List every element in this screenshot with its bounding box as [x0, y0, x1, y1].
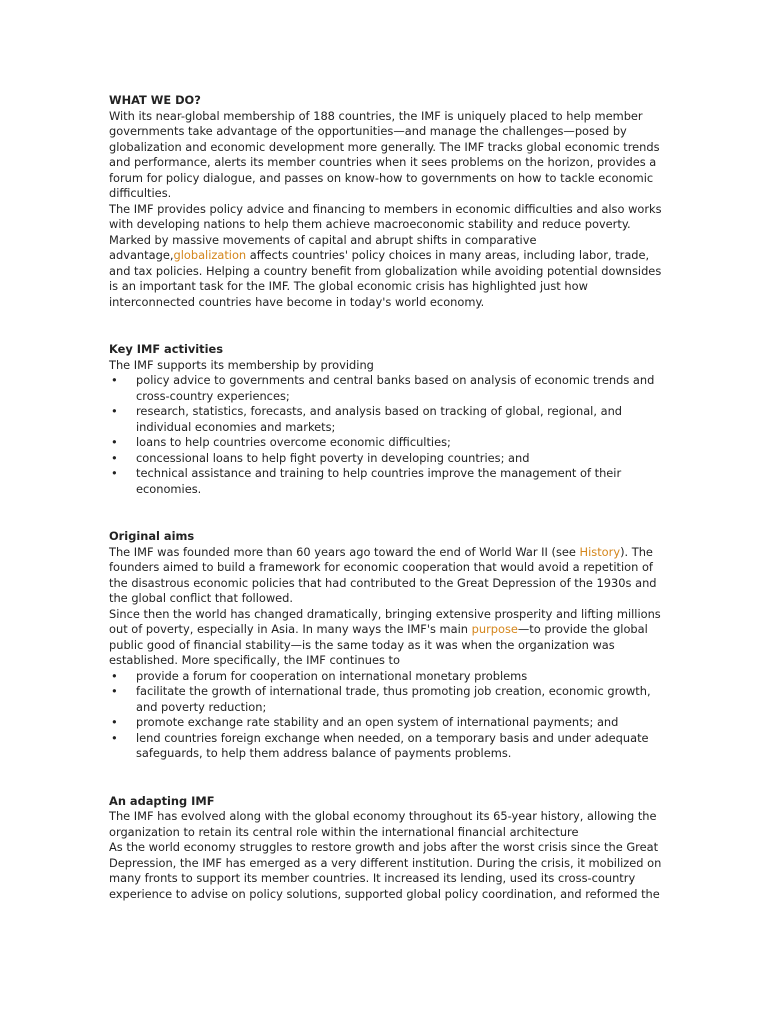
section-original-aims: [109, 529, 665, 762]
list-item: [109, 435, 665, 451]
list-item: [109, 451, 665, 467]
section-what-we-do: [109, 93, 665, 310]
paragraph: As the world economy struggles to restore growth and jobs after the worst crisis since the Great Depression, the IMF has emerged as a very different institution. During the crisis, it mobilized on many fronts to support its member countries. It increased its lending, used its cross-country experience to advise on policy solutions, supported global policy coordination, and reformed the: [109, 840, 662, 901]
list-item-text: loans to help countries overcome economic difficulties;: [136, 435, 451, 449]
bullet: •: [111, 404, 118, 418]
text-run: —to provide the global public good of financial stability—is the same today as it was when the organization was established. More specifically, the IMF continues to: [109, 622, 648, 667]
text-run: affects countries' policy choices in many areas, including labor, trade, and tax policies. Helping a country benefit from globalization while avoiding potential downsides is an important task for the IMF. The global economic crisis has highlighted just how interconnected countries have become in today's world economy.: [109, 248, 662, 309]
text-run: The IMF provides policy advice and financing to members in economic difficulties and also works with developing nations to help them achieve macroeconomic stability and reduce poverty. Marked by massive movements of capital and abrupt shifts in comparative advantage,: [109, 201, 662, 262]
text-run: ). The founders aimed to build a framework for economic cooperation that would avoid a repetition of the disastrous economic policies that had contributed to the Great Depression of the 1930s and the global conflict that followed.: [109, 544, 657, 605]
list-item: [109, 715, 665, 731]
bullet: •: [111, 450, 118, 465]
list-item-text: concessional loans to help fight poverty in developing countries; and: [136, 450, 530, 465]
list-item: [109, 669, 665, 685]
aims-list: [109, 669, 665, 762]
bullet: •: [111, 466, 118, 480]
list-item-text: policy advice to governments and central banks based on analysis of economic trends and cross-country experiences;: [136, 373, 655, 403]
paragraph: [109, 202, 665, 311]
list-item-text: lend countries foreign exchange when needed, on a temporary basis and under adequate safeguards, to help them address balance of payments problems.: [136, 730, 649, 760]
paragraph: [109, 607, 665, 669]
document-page: [109, 93, 665, 934]
bullet: •: [111, 435, 118, 449]
list-item-text: provide a forum for cooperation on international monetary problems: [136, 668, 528, 683]
section-heading: Key IMF activities: [109, 342, 224, 356]
list-item-text: technical assistance and training to help countries improve the management of their economies.: [136, 466, 622, 496]
paragraph: The IMF supports its membership by providing: [109, 357, 374, 372]
section-key-activities: [109, 342, 665, 497]
list-item-text: promote exchange rate stability and an open system of international payments; and: [136, 715, 619, 729]
list-item-text: research, statistics, forecasts, and analysis based on tracking of global, regional, and individual economies and markets;: [136, 404, 623, 434]
paragraph: The IMF has evolved along with the global economy throughout its 65-year history, allowing the organization to retain its central role within the international financial architecture: [109, 809, 657, 839]
section-heading: WHAT WE DO?: [109, 93, 201, 107]
list-item: [109, 684, 665, 715]
section-adapting-imf: [109, 794, 665, 903]
text-run: The IMF was founded more than 60 years ago toward the end of World War II (see: [109, 544, 580, 559]
bullet: •: [111, 373, 118, 387]
purpose-link[interactable]: purpose: [471, 622, 518, 636]
text-run: Since then the world has changed dramatically, bringing extensive prosperity and lifting millions out of poverty, especially in Asia. In many ways the IMF's main: [109, 606, 661, 636]
list-item-text: facilitate the growth of international trade, thus promoting job creation, economic growth, and poverty reduction;: [136, 684, 651, 714]
paragraph: [109, 545, 665, 607]
globalization-link[interactable]: globalization: [173, 248, 247, 262]
bullet: •: [111, 715, 118, 729]
activities-list: [109, 373, 665, 497]
bullet: •: [111, 730, 118, 745]
list-item: [109, 373, 665, 404]
list-item: [109, 731, 665, 762]
section-heading: Original aims: [109, 529, 195, 543]
paragraph: With its near-global membership of 188 countries, the IMF is uniquely placed to help member governments take advantage of the opportunities—and manage the challenges—posed by globalization and economic development more generally. The IMF tracks global economic trends and performance, alerts its member countries when it sees problems on the horizon, provides a forum for policy dialogue, and passes on know-how to governments on how to tackle economic difficulties.: [109, 108, 660, 200]
history-link[interactable]: History: [579, 544, 621, 559]
section-heading: An adapting IMF: [109, 793, 215, 808]
list-item: [109, 466, 665, 497]
bullet: •: [111, 684, 118, 698]
list-item: [109, 404, 665, 435]
bullet: •: [111, 668, 118, 683]
